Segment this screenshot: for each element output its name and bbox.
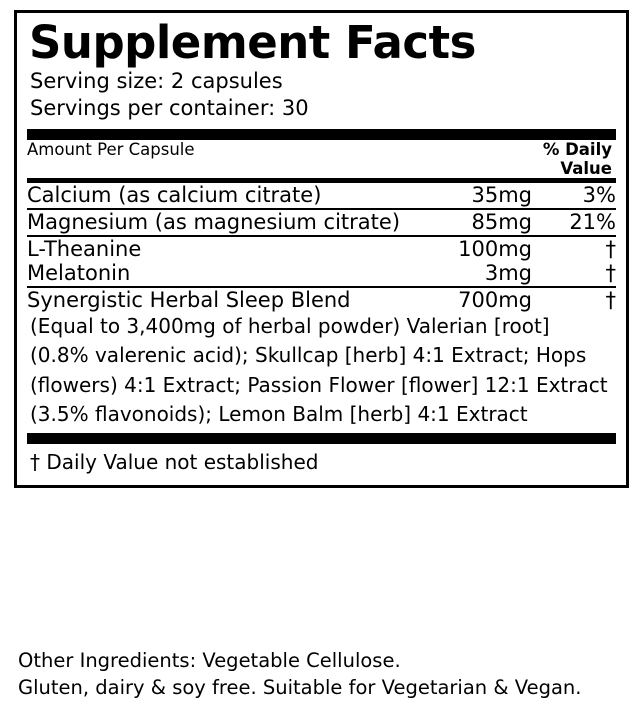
nutrient-daily-value: † xyxy=(605,236,616,261)
table-row xyxy=(27,237,616,262)
header-spacer xyxy=(424,140,528,178)
daily-value-footnote: † Daily Value not established xyxy=(30,450,319,475)
nutrient-rows xyxy=(27,210,616,235)
nutrient-daily-value: 3% xyxy=(582,183,616,207)
nutrient-amount: 3mg xyxy=(484,261,532,286)
nutrient-name: Calcium (as calcium citrate) xyxy=(27,183,322,207)
nutrient-name: L-Theanine xyxy=(27,236,142,261)
blend-detail-line: (3.5% flavonoids); Lemon Balm [herb] 4:1 Extract xyxy=(30,402,528,426)
table-row xyxy=(27,183,616,208)
nutrient-name: Synergistic Herbal Sleep Blend xyxy=(27,288,351,313)
amount-per-capsule-header: Amount Per Capsule xyxy=(27,140,195,159)
nutrient-rows xyxy=(27,183,616,208)
other-ingredients-block xyxy=(18,648,628,701)
blend-row xyxy=(27,288,616,313)
nutrient-daily-value: 21% xyxy=(569,209,616,234)
nutrient-rows xyxy=(27,237,616,287)
table-row xyxy=(27,261,616,286)
blend-detail-line: (Equal to 3,400mg of herbal powder) Valerian [root] xyxy=(30,313,550,338)
blend-detail-line: (0.8% valerenic acid); Skullcap [herb] 4:1 Extract; Hops xyxy=(30,343,587,368)
nutrient-amount: 35mg xyxy=(471,183,532,207)
serving-size-text: Serving size: 2 capsules xyxy=(30,69,283,94)
nutrient-amount: 85mg xyxy=(471,209,532,234)
nutrition-table xyxy=(27,140,616,178)
nutrient-daily-value: † xyxy=(605,261,616,286)
suitability-text: Gluten, dairy & soy free. Suitable for Vegetarian & Vegan. xyxy=(18,675,582,699)
table-header-row xyxy=(27,140,616,178)
other-ingredients-text: Other Ingredients: Vegetable Cellulose. xyxy=(18,649,401,672)
divider-thick-bottom xyxy=(27,433,616,444)
blend-detail-line: (flowers) 4:1 Extract; Passion Flower [flower] 12:1 Extract xyxy=(30,372,608,397)
table-row xyxy=(27,210,616,235)
nutrient-amount: 100mg xyxy=(458,236,532,261)
page-title: Supplement Facts xyxy=(29,16,476,69)
nutrient-daily-value: † xyxy=(605,288,616,313)
daily-value-header: % Daily Value xyxy=(542,140,612,178)
nutrient-name: Magnesium (as magnesium citrate) xyxy=(27,209,401,234)
servings-per-container-text: Servings per container: 30 xyxy=(30,96,309,121)
nutrient-name: Melatonin xyxy=(27,261,131,286)
supplement-facts-panel xyxy=(14,10,629,488)
divider-thick-top xyxy=(27,129,616,140)
table-row xyxy=(27,288,616,313)
nutrient-amount: 700mg xyxy=(458,288,532,313)
